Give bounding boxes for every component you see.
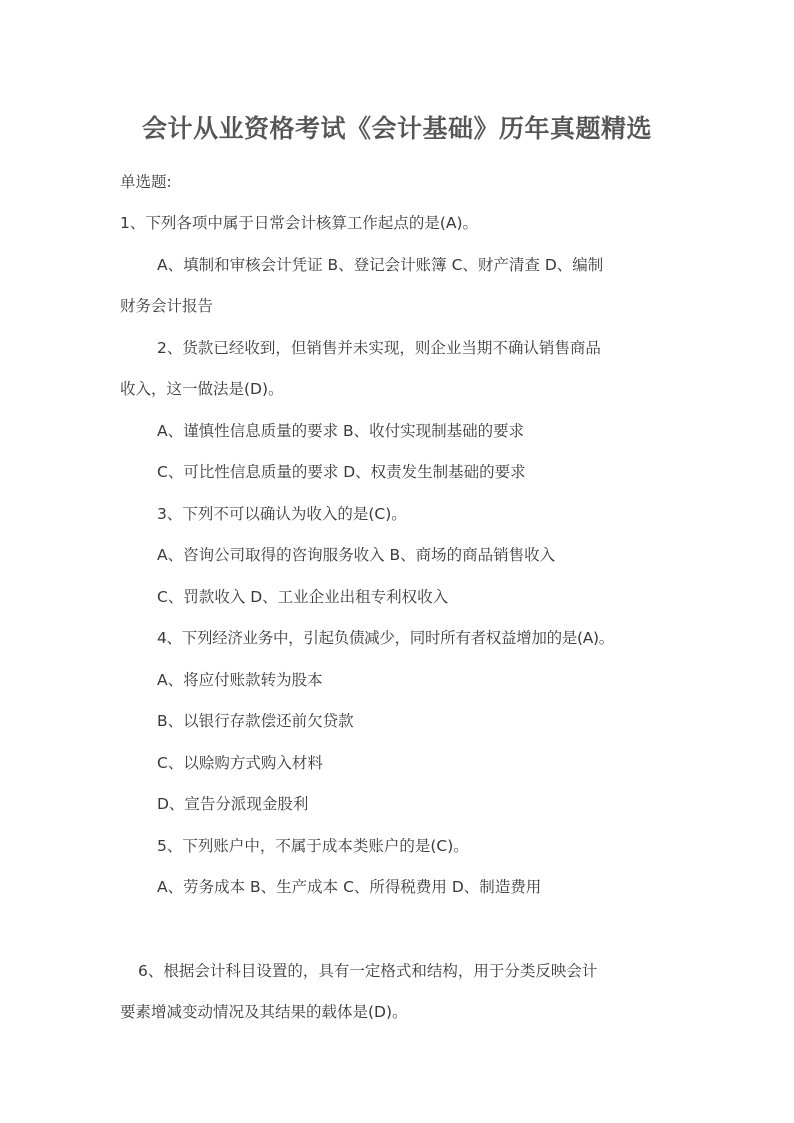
question-3-options-ab: A、咨询公司取得的咨询服务收入 B、商场的商品销售收入 [157,546,556,564]
question-3: 3、下列不可以确认为收入的是(C)。 [157,505,407,523]
question-5: 5、下列账户中，不属于成本类账户的是(C)。 [157,837,469,855]
question-1-options: A、填制和审核会计凭证 B、登记会计账簿 C、财产清查 D、编制 [157,256,604,274]
question-4: 4、下列经济业务中，引起负债减少，同时所有者权益增加的是(A)。 [157,629,614,647]
question-4-option-a: A、将应付账款转为股本 [157,671,323,689]
question-2-cont: 收入，这一做法是(D)。 [120,380,284,398]
question-4-option-c: C、以赊购方式购入材料 [157,754,323,772]
page-title: 会计从业资格考试《会计基础》历年真题精选 [141,114,652,143]
question-4-option-b: B、以银行存款偿还前欠贷款 [157,712,354,730]
question-1: 1、下列各项中属于日常会计核算工作起点的是(A)。 [120,214,479,232]
question-3-options-cd: C、罚款收入 D、工业企业出租专利权收入 [157,588,449,606]
question-2: 2、货款已经收到，但销售并未实现，则企业当期不确认销售商品 [157,339,601,357]
question-4-option-d: D、宣告分派现金股利 [157,795,309,813]
question-2-options-ab: A、谨慎性信息质量的要求 B、收付实现制基础的要求 [157,422,525,440]
question-5-options: A、劳务成本 B、生产成本 C、所得税费用 D、制造费用 [157,878,542,896]
question-6: 6、根据会计科目设置的，具有一定格式和结构，用于分类反映会计 [138,962,598,980]
question-2-options-cd: C、可比性信息质量的要求 D、权责发生制基础的要求 [157,463,526,481]
question-1-options-cont: 财务会计报告 [120,297,214,315]
section-label: 单选题: [120,173,172,191]
question-6-cont: 要素增减变动情况及其结果的载体是(D)。 [120,1003,408,1021]
